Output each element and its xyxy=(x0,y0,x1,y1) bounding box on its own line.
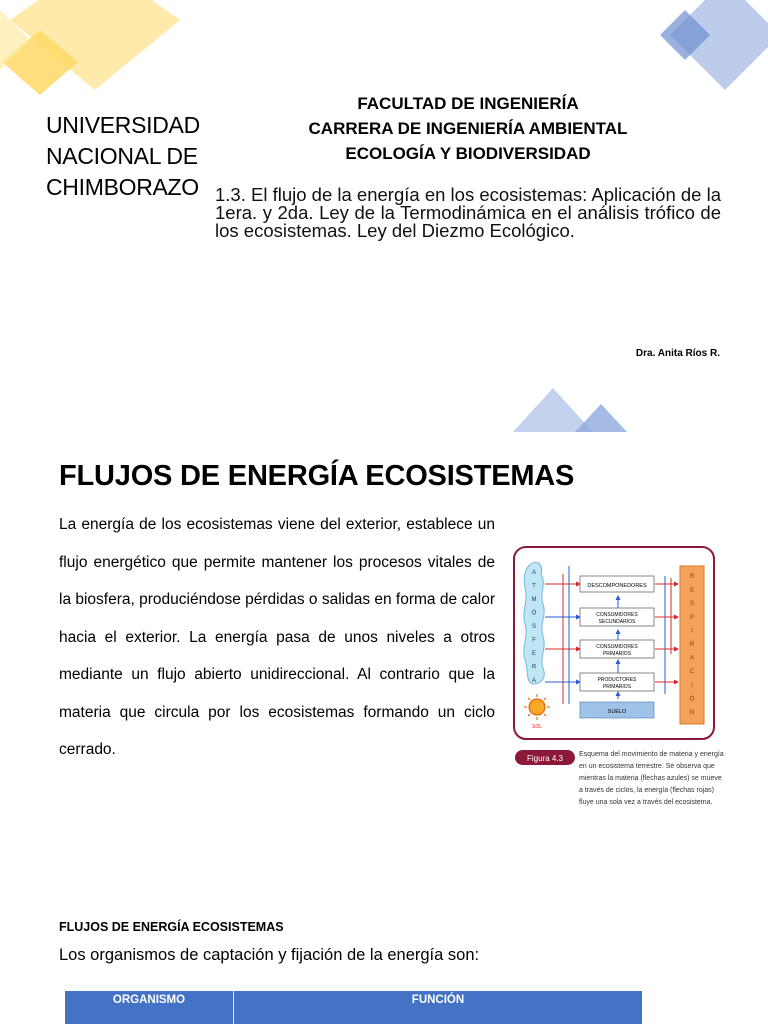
title-slide xyxy=(0,0,768,440)
vertical-letter: S xyxy=(689,601,695,608)
box-label: DESCOMPONEDORES xyxy=(587,583,647,589)
topic-text: 1.3. El flujo de la energía en los ecosistemas: Aplicación de la 1era. y 2da. Ley de la Termodinámica en el análisis trófico de los ecosistemas. Ley del Diezmo Ecológico. xyxy=(215,184,721,241)
vertical-letter: R xyxy=(689,642,695,648)
vertical-letter: R xyxy=(689,574,695,580)
sun-label: SOL xyxy=(531,724,543,730)
career-name: CARRERA DE INGENIERÍA AMBIENTAL xyxy=(308,119,628,138)
section-title: FLUJOS DE ENERGÍA ECOSISTEMAS xyxy=(59,920,284,934)
slide-body-text: La energía de los ecosistemas viene del exterior, establece un flujo energético que permite mantener los procesos vitales de la biosfera, produciéndose pérdidas o salidas en forma de calor hacia el exterior. La energía pasa de unos niveles a otros mediante un flujo abierto unidireccional. Al contrario que la materia que circula por los ecosistemas formando un ciclo cerrado. xyxy=(59,516,495,758)
organisms-table-header xyxy=(65,991,642,1024)
figure-label: Figura 4.3 xyxy=(526,754,564,763)
faculty-name: FACULTAD DE INGENIERÍA xyxy=(357,94,579,113)
vertical-letter: R xyxy=(531,664,537,671)
slide-title: FLUJOS DE ENERGÍA ECOSISTEMAS xyxy=(59,460,575,492)
column-header-organism: ORGANISMO xyxy=(65,991,234,1024)
vertical-letter: S xyxy=(531,624,537,630)
box-label: CONSUMIDORES xyxy=(596,612,638,618)
vertical-letter: T xyxy=(532,583,536,590)
vertical-letter: A xyxy=(689,655,695,662)
vertical-letter: N xyxy=(689,710,695,716)
vertical-letter: I xyxy=(691,682,693,689)
university-line: CHIMBORAZO xyxy=(46,174,199,200)
vertical-letter: F xyxy=(532,637,536,644)
energy-flow-slide xyxy=(0,440,768,850)
box-label: PRIMARIOS xyxy=(602,684,632,690)
vertical-letter: E xyxy=(689,587,695,594)
figure-caption: Esquema del movimiento de materia y energía en un ecosistema terrestre. Se observa que mientras la materia (flechas azules) se mueve a través de ciclos, la energía (flechas rojas) fluye una sola vez a través del ecosistema. xyxy=(579,751,724,806)
vertical-letter: I xyxy=(691,628,693,635)
university-line: UNIVERSIDAD xyxy=(46,112,200,138)
faculty-header xyxy=(215,91,721,166)
author: Dra. Anita Ríos R. xyxy=(635,348,720,359)
vertical-letter: C xyxy=(689,669,695,676)
blue-decoration-bottom xyxy=(505,380,635,440)
vertical-letter: E xyxy=(531,651,537,657)
vertical-letter: Ó xyxy=(531,610,537,617)
course-name: ECOLOGÍA Y BIODIVERSIDAD xyxy=(345,144,591,163)
ecosystem-figure xyxy=(503,544,723,824)
box-label: CONSUMIDORES xyxy=(596,644,638,650)
box-label: SECUNDARIOS xyxy=(598,619,636,625)
column-header-function: FUNCIÓN xyxy=(411,994,465,1006)
vertical-letter: M xyxy=(531,597,537,603)
vertical-letter: Ó xyxy=(689,696,695,703)
organisms-slide xyxy=(0,850,768,1024)
vertical-letter: P xyxy=(689,614,695,621)
vertical-letter: A xyxy=(531,678,537,684)
university-name xyxy=(46,110,200,203)
vertical-letter: A xyxy=(531,570,537,576)
box-label: SUELO xyxy=(607,709,627,715)
box-label: PRIMARIOS xyxy=(602,651,632,657)
box-label: PRODUCTORES xyxy=(597,677,637,683)
intro-text: Los organismos de captación y fijación de la energía son: xyxy=(59,946,480,964)
university-line: NACIONAL DE xyxy=(46,143,198,169)
